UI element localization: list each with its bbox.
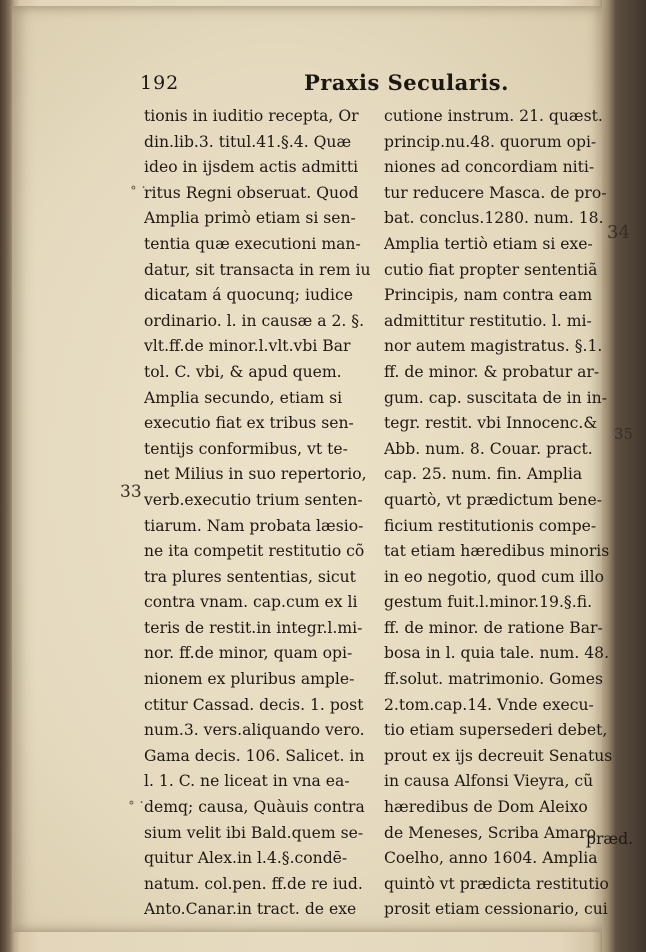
text-line: ff.solut. matrimonio. Gomes bbox=[384, 670, 603, 689]
text-line: nor autem magistratus. §.1. bbox=[384, 337, 603, 356]
text-line: contra vnam. cap.cum ex li bbox=[144, 593, 358, 612]
page-number: 192 bbox=[140, 72, 180, 94]
running-head bbox=[140, 70, 580, 100]
ink-marginal-mark-icon: ∘ · bbox=[128, 795, 144, 811]
text-line: Anto.Canar.in tract. de exe bbox=[144, 900, 357, 919]
text-line: dicatam á quocunq; iudice bbox=[144, 286, 353, 305]
text-line: executio fiat ex tribus sen- bbox=[144, 414, 354, 433]
text-line: gestum fuit.l.minor.19.§.fi. bbox=[384, 593, 593, 612]
text-line: nionem ex pluribus ample- bbox=[144, 670, 355, 689]
text-line: tur reducere Masca. de pro- bbox=[384, 183, 607, 202]
text-line: sium velit ibi Bald.quem se- bbox=[144, 823, 364, 842]
text-line: prosit etiam cessionario, cui bbox=[384, 900, 608, 919]
running-title: Praxis Secularis. bbox=[304, 70, 509, 95]
text-line: num.3. vers.aliquando vero. bbox=[144, 721, 365, 740]
text-line: l. 1. C. ne liceat in vna ea- bbox=[144, 772, 350, 791]
margin-note-number-left: 33 bbox=[120, 482, 142, 502]
text-line: quitur Alex.in l.4.§.condē- bbox=[144, 849, 348, 868]
text-line: vlt.ff.de minor.l.vlt.vbi Bar bbox=[144, 337, 351, 356]
text-line: quintò vt prædicta restitutio bbox=[384, 874, 609, 893]
left-text-column bbox=[144, 104, 384, 923]
text-line: admittitur restitutio. l. mi- bbox=[384, 311, 592, 330]
text-line: niones ad concordiam niti- bbox=[384, 158, 595, 177]
text-line: ritus Regni obseruat. Quod bbox=[144, 183, 359, 202]
text-line: tiarum. Nam probata læsio- bbox=[144, 516, 364, 535]
text-line: Principis, nam contra eam bbox=[384, 286, 593, 305]
text-line: bat. conclus.1280. num. 18. bbox=[384, 209, 604, 228]
text-line: Abb. num. 8. Couar. pract. bbox=[384, 439, 593, 458]
text-line: verb.executio trium senten- bbox=[144, 490, 363, 509]
text-line: tol. C. vbi, & apud quem. bbox=[144, 362, 342, 381]
margin-note-number-right-2: 35 bbox=[614, 425, 634, 443]
text-line: ordinario. l. in causæ a 2. §. bbox=[144, 311, 365, 330]
text-line: tio etiam supersederi debet, bbox=[384, 721, 608, 740]
text-line: de Meneses, Scriba Amaro bbox=[384, 823, 597, 842]
right-text-column bbox=[384, 104, 624, 923]
text-line: Gama decis. 106. Salicet. in bbox=[144, 746, 365, 765]
text-line: nor. ff.de minor, quam opi- bbox=[144, 644, 353, 663]
text-line: din.lib.3. titul.41.§.4. Quæ bbox=[144, 132, 352, 151]
text-line: net Milius in suo repertorio, bbox=[144, 465, 367, 484]
text-line: Coelho, anno 1604. Amplia bbox=[384, 849, 598, 868]
text-line: Amplia primò etiam si sen- bbox=[144, 209, 356, 228]
text-line: quartò, vt prædictum bene- bbox=[384, 490, 602, 509]
text-line: ne ita competit restitutio cõ bbox=[144, 542, 365, 561]
text-line: in causa Alfonsi Vieyra, cũ bbox=[384, 772, 594, 791]
text-line: Amplia secundo, etiam si bbox=[144, 388, 343, 407]
text-line: ff. de minor. & probatur ar- bbox=[384, 362, 600, 381]
text-line: 2.tom.cap.14. Vnde execu- bbox=[384, 695, 594, 714]
margin-note-number-right-1: 34 bbox=[607, 222, 630, 243]
text-line: gum. cap. suscitata de in in- bbox=[384, 388, 607, 407]
text-line: natum. col.pen. ff.de re iud. bbox=[144, 874, 363, 893]
text-line: ff. de minor. de ratione Bar- bbox=[384, 618, 603, 637]
catchword: præd. bbox=[586, 830, 634, 848]
text-line: in eo negotio, quod cum illo bbox=[384, 567, 604, 586]
text-line: ideo in ijsdem actis admitti bbox=[144, 158, 359, 177]
text-line: hæredibus de Dom Aleixo bbox=[384, 798, 588, 817]
text-line: tentijs conformibus, vt te- bbox=[144, 439, 348, 458]
text-line: bosa in l. quia tale. num. 48. bbox=[384, 644, 610, 663]
text-line: cutione instrum. 21. quæst. bbox=[384, 107, 603, 125]
text-line: tat etiam hæredibus minoris bbox=[384, 542, 610, 561]
text-line: tentia quæ executioni man- bbox=[144, 234, 361, 253]
text-line: princip.nu.48. quorum opi- bbox=[384, 132, 597, 151]
text-line: datur, sit transacta in rem iu bbox=[144, 260, 371, 279]
text-line: tra plures sententias, sicut bbox=[144, 567, 356, 586]
ink-marginal-mark-icon: ∘ · bbox=[130, 180, 146, 196]
text-line: cutio fiat propter sententiã bbox=[384, 260, 598, 279]
text-line: prout ex ijs decreuit Senatus bbox=[384, 746, 613, 765]
text-line: tegr. restit. vbi Innocenc.& bbox=[384, 414, 598, 433]
text-line: teris de restit.in integr.l.mi- bbox=[144, 618, 363, 637]
text-line: cap. 25. num. fin. Amplia bbox=[384, 465, 583, 484]
text-line: ctitur Cassad. decis. 1. post bbox=[144, 695, 364, 714]
text-line: ficium restitutionis compe- bbox=[384, 516, 597, 535]
text-line: demq; causa, Quàuis contra bbox=[144, 798, 365, 817]
text-line: tionis in iuditio recepta, Or bbox=[144, 107, 359, 125]
text-line: Amplia tertiò etiam si exe- bbox=[384, 234, 593, 253]
